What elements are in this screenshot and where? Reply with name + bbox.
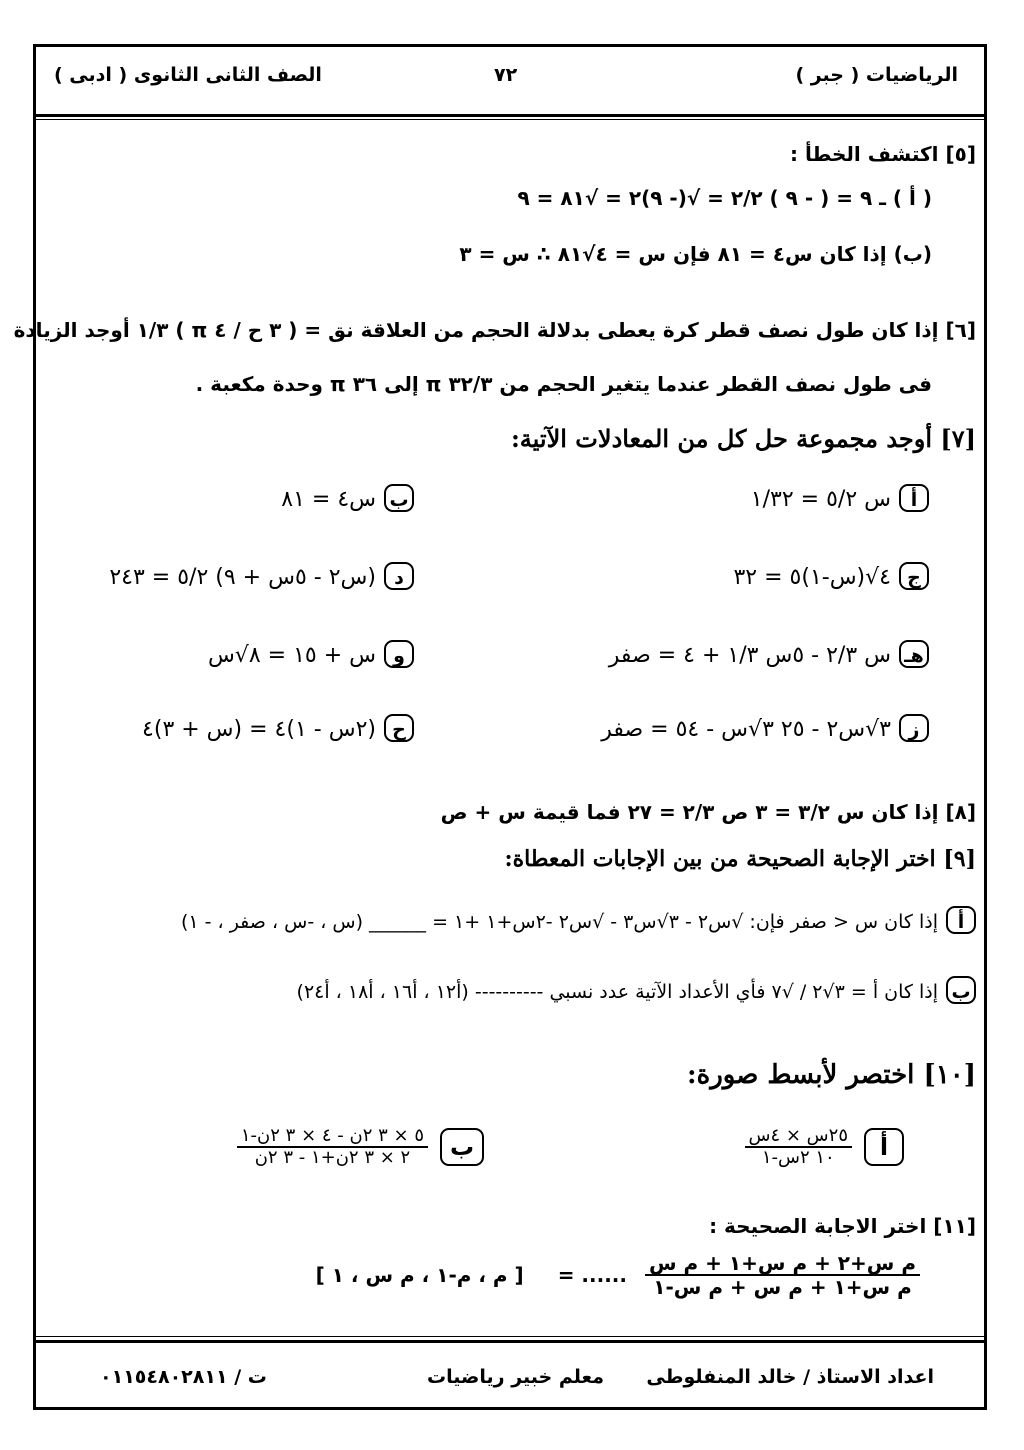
q7-item-w xyxy=(208,640,414,668)
q9-letter-b: ب xyxy=(946,976,976,1004)
q7-expr-d: (س٢ - ٥س + ٩) ٥/٢ = ٢٤٣ xyxy=(109,565,376,590)
q7-item-h xyxy=(609,640,929,668)
q10-b-fraction xyxy=(237,1126,428,1168)
q7-expr-j: ٤√(س-١)٥ = ٣٢ xyxy=(733,565,891,590)
q10-a-num: ٢٥س × ٤س xyxy=(745,1126,853,1148)
q9-letter-a: أ xyxy=(946,906,976,934)
q9-label: [٩] اختر الإجابة الصحيحة من بين الإجابات المعطاة: xyxy=(504,846,976,872)
q7-expr-a: س ٥/٢ = ١/٣٢ xyxy=(750,487,891,512)
q7-letter-j: ج xyxy=(899,562,929,590)
q5-part-a xyxy=(518,186,933,210)
q11-den: م س+١ + م س + م س-١ xyxy=(653,1275,912,1299)
q7-item-d xyxy=(109,562,414,590)
q7-item-z xyxy=(601,714,929,742)
header-subject: الرياضيات ( جبر ) xyxy=(795,64,958,86)
q9-a-text: إذا كان س < صفر فإن: √س٢ - ٣√س٣ - √س٢ -٢س+١ +١ = ______ (س ، -س ، صفر ، - ١) xyxy=(180,911,938,933)
q9-part-b xyxy=(297,976,976,1004)
q10-b-num: ٥ × ٣ ٢ن - ٤ × ٣ ٢ن-١ xyxy=(237,1126,428,1148)
q6-line2: فى طول نصف القطر عندما يتغير الحجم من ٣٢/٣ π إلى ٣٦ π وحدة مكعبة . xyxy=(195,372,932,396)
q7-expr-w: س + ١٥ = ٨√س xyxy=(207,643,376,668)
q6-line1: [٦] إذا كان طول نصف قطر كرة يعطى بدلالة الحجم من العلاقة نق = ( ٣ ح / ٤ π ) ١/٣ أوجد الزيادة xyxy=(13,318,976,342)
footer-phone: ت / ٠١١٥٤٨٠٢٨١١ xyxy=(100,1366,267,1388)
q11-answer: ...... = xyxy=(557,1263,627,1287)
q10-letter-a: أ xyxy=(864,1128,904,1166)
q8-text: [٨] إذا كان س ٣/٢ = ٣ ص ٢/٣ = ٢٧ فما قيمة س + ص xyxy=(440,800,976,824)
q11-label: [١١] اختر الاجابة الصحيحة : xyxy=(709,1214,976,1238)
q9-part-a xyxy=(181,906,976,934)
q7-letter-w: و xyxy=(384,640,414,668)
footer-author: اعداد الاستاذ / خالد المنفلوطى xyxy=(646,1366,934,1388)
q11-fraction xyxy=(645,1252,920,1298)
q7-letter-z: ز xyxy=(899,714,929,742)
q7-item-j xyxy=(733,562,929,590)
q7-item-b xyxy=(281,484,414,512)
header-rule xyxy=(36,114,984,117)
q7-expr-hh: (٢س - ١)٤ = (س + ٣)٤ xyxy=(142,717,376,742)
footer-rule-2 xyxy=(36,1340,984,1343)
q11-body xyxy=(316,1252,924,1298)
q10-part-b xyxy=(233,1126,484,1168)
q11-num: م س+٢ + م س+١ + م س xyxy=(645,1252,920,1276)
q5-a-text: ( أ ) ـ ٩ = ( - ٩ ) ٢/٢ = √(- ٩)٢ = √٨١ = ٩ xyxy=(517,186,932,210)
q10-b-den: ٢ × ٣ ٢ن+١ - ٣ ٢ن xyxy=(254,1146,411,1168)
q10-letter-b: ب xyxy=(440,1128,484,1166)
q7-letter-hh: ح xyxy=(384,714,414,742)
q9-b-text: إذا كان أ = ٣√٢ / √٧ فأي الأعداد الآتية عدد نسبي ---------- (أ١٢ ، أ١٦ ، أ١٨ ، أ٢٤) xyxy=(296,981,938,1003)
q5-label: [٥] اكتشف الخطأ : xyxy=(790,142,976,166)
header-rule-2 xyxy=(36,119,984,120)
q7-letter-a: أ xyxy=(899,484,929,512)
q10-label: [١٠] اختصر لأبسط صورة: xyxy=(687,1060,976,1090)
q7-letter-h: هـ xyxy=(899,640,929,668)
footer-rule xyxy=(36,1336,984,1337)
q7-expr-z: ٣√س٢ - ٢٥ ٣√س - ٥٤ = صفر xyxy=(601,717,891,742)
q7-item-hh xyxy=(142,714,414,742)
q7-expr-b: س٤ = ٨١ xyxy=(281,487,376,512)
footer-title: معلم خبير رياضيات xyxy=(427,1366,604,1388)
q10-a-den: ١٠ ٢س-١ xyxy=(761,1146,835,1168)
q11-options: [ م ، م-١ ، م س ، ١ ] xyxy=(315,1263,524,1287)
q10-a-fraction xyxy=(745,1126,853,1168)
q7-letter-d: د xyxy=(384,562,414,590)
q7-item-a xyxy=(751,484,929,512)
q7-expr-h: س ٢/٣ - ٥س ١/٣ + ٤ = صفر xyxy=(608,643,891,668)
q7-label: [٧] أوجد مجموعة حل كل من المعادلات الآتية: xyxy=(510,424,976,453)
header-grade: الصف الثانى الثانوى ( ادبى ) xyxy=(54,64,322,86)
q7-letter-b: ب xyxy=(384,484,414,512)
header-page-number: ٧٢ xyxy=(494,64,518,86)
q5-part-b: (ب) إذا كان س٤ = ٨١ فإن س = ٤√٨١ ∴ س = ٣ xyxy=(459,242,932,266)
q10-part-a xyxy=(741,1126,905,1168)
